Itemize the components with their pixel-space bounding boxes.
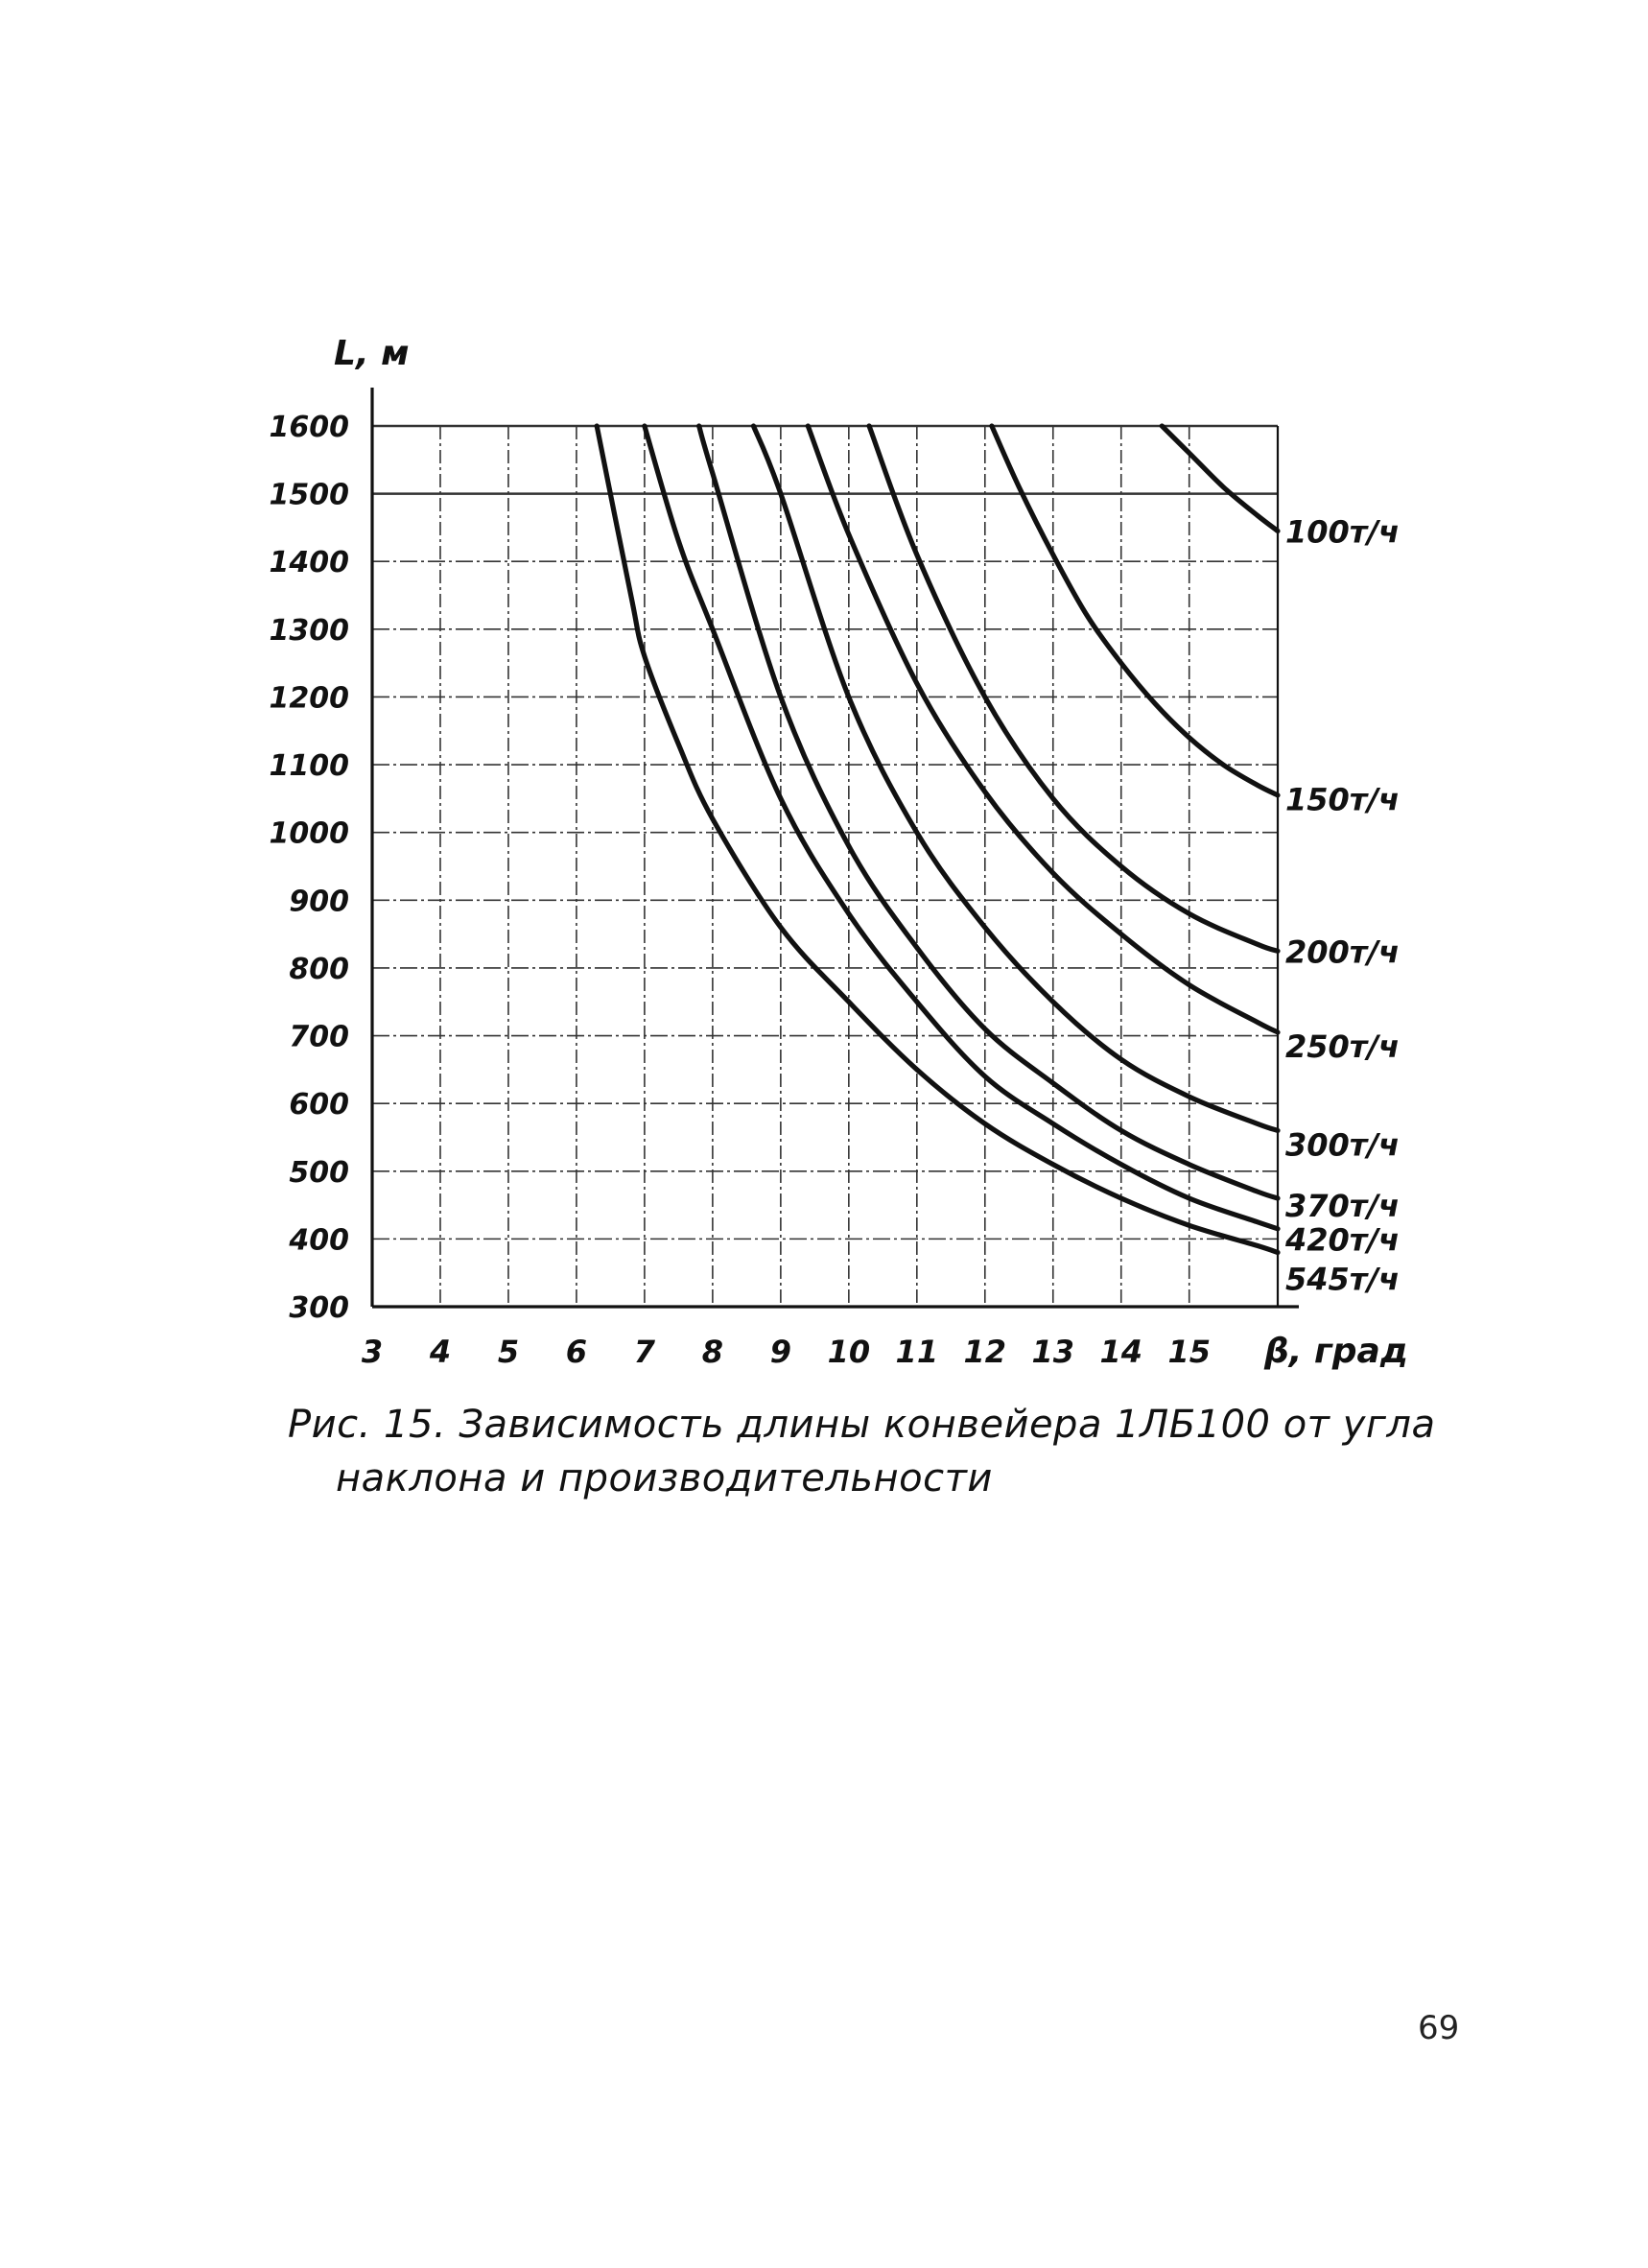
y-tick-label-500: 500 <box>289 1155 349 1190</box>
axes <box>372 388 1299 1307</box>
x-tick-label-12: 12 <box>963 1334 1007 1370</box>
x-tick-labels <box>362 1334 1211 1370</box>
series-label-8: 545т/ч <box>1285 1261 1400 1298</box>
y-tick-label-1400: 1400 <box>269 546 349 580</box>
series-label-4: 250т/ч <box>1285 1028 1400 1066</box>
page-number: 69 <box>1418 2009 1460 2047</box>
series-label-1: 100т/ч <box>1285 513 1400 551</box>
series-line-8 <box>597 426 1278 1253</box>
x-axis-title: β, град <box>1264 1332 1408 1371</box>
figure-caption-line-1: Рис. 15. Зависимость длины конвейера 1ЛБ100 от угла <box>288 1403 1436 1447</box>
y-tick-label-1200: 1200 <box>269 681 349 716</box>
x-tick-label-11: 11 <box>895 1334 939 1370</box>
y-tick-label-900: 900 <box>289 885 349 919</box>
series-label-5: 300т/ч <box>1285 1126 1400 1164</box>
figure-caption-line-2: наклона и производительности <box>336 1456 993 1500</box>
x-tick-label-6: 6 <box>565 1334 588 1370</box>
series-label-6: 370т/ч <box>1285 1188 1400 1225</box>
y-tick-label-800: 800 <box>289 952 349 986</box>
x-tick-label-8: 8 <box>701 1334 724 1370</box>
y-tick-labels <box>270 411 350 1325</box>
x-tick-label-3: 3 <box>361 1334 384 1370</box>
x-tick-label-5: 5 <box>497 1334 520 1370</box>
series-lines <box>597 426 1278 1253</box>
series-line-5 <box>754 426 1279 1130</box>
y-tick-label-1000: 1000 <box>269 816 349 851</box>
y-axis-title: L, м <box>334 334 410 373</box>
x-tick-label-9: 9 <box>769 1334 791 1370</box>
x-tick-label-14: 14 <box>1099 1334 1143 1370</box>
y-tick-label-700: 700 <box>289 1020 349 1054</box>
series-label-3: 200т/ч <box>1285 933 1400 971</box>
x-tick-label-4: 4 <box>429 1334 452 1370</box>
series-line-2 <box>992 426 1278 795</box>
x-tick-label-7: 7 <box>633 1334 656 1370</box>
y-tick-label-1500: 1500 <box>269 478 349 512</box>
y-tick-label-300: 300 <box>289 1291 349 1325</box>
x-tick-label-15: 15 <box>1167 1334 1211 1370</box>
y-tick-label-400: 400 <box>289 1223 349 1258</box>
series-line-3 <box>869 426 1278 951</box>
x-tick-label-10: 10 <box>827 1334 871 1370</box>
series-label-7: 420т/ч <box>1285 1221 1400 1259</box>
y-tick-label-1600: 1600 <box>269 411 349 444</box>
series-labels <box>1284 513 1400 1297</box>
x-tick-label-13: 13 <box>1031 1334 1075 1370</box>
series-label-2: 150т/ч <box>1285 781 1400 818</box>
series-line-1 <box>1162 426 1278 532</box>
y-tick-label-1300: 1300 <box>269 613 349 648</box>
y-tick-label-600: 600 <box>289 1088 349 1122</box>
y-tick-label-1100: 1100 <box>269 749 349 784</box>
series-line-4 <box>808 426 1278 1032</box>
